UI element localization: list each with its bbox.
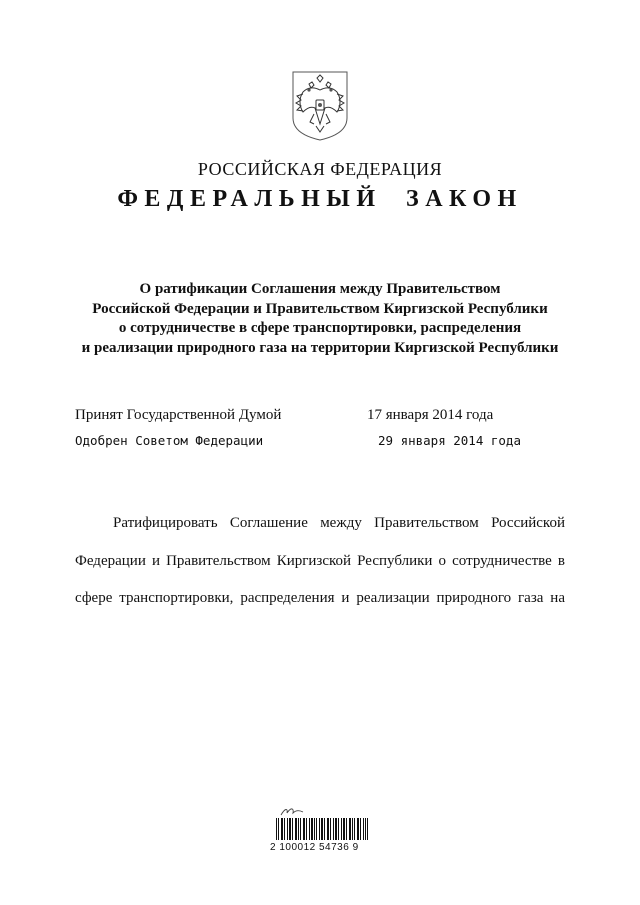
adopted-by-duma-label: Принят Государственной Думой [75,407,282,423]
coat-of-arms-icon [289,68,351,142]
adopted-by-duma-date: 17 января 2014 года [367,407,494,423]
approved-by-council-label: Одобрен Советом Федерации [75,433,264,448]
law-name-line: О ратификации Соглашения между Правительством [139,281,501,297]
law-name-line: о сотрудничестве в сфере транспортировки, распределения [118,320,522,336]
signature-mark-icon [279,804,305,818]
law-name-line: Российской Федерации и Правительством Киргизской Республики [92,300,548,317]
law-name [20,280,620,358]
barcode-icon [276,818,368,840]
body-line: Ратифицировать Соглашение между Правительством Российской [113,515,565,531]
country-name: РОССИЙСКАЯ ФЕДЕРАЦИЯ [197,159,443,179]
document-type-title: ФЕДЕРАЛЬНЫЙ ЗАКОН [117,186,523,212]
law-body [75,505,565,618]
barcode-number: 2 100012 54736 9 [270,842,359,853]
body-line: сфере транспортировки, распределения и реализации природного газа на [75,590,565,606]
law-name-line: и реализации природного газа на территории Киргизской Республики [81,339,559,356]
approved-by-council-date: 29 января 2014 года [378,433,521,448]
body-line: Федерации и Правительством Киргизской Республики о сотрудничестве в [75,552,565,569]
